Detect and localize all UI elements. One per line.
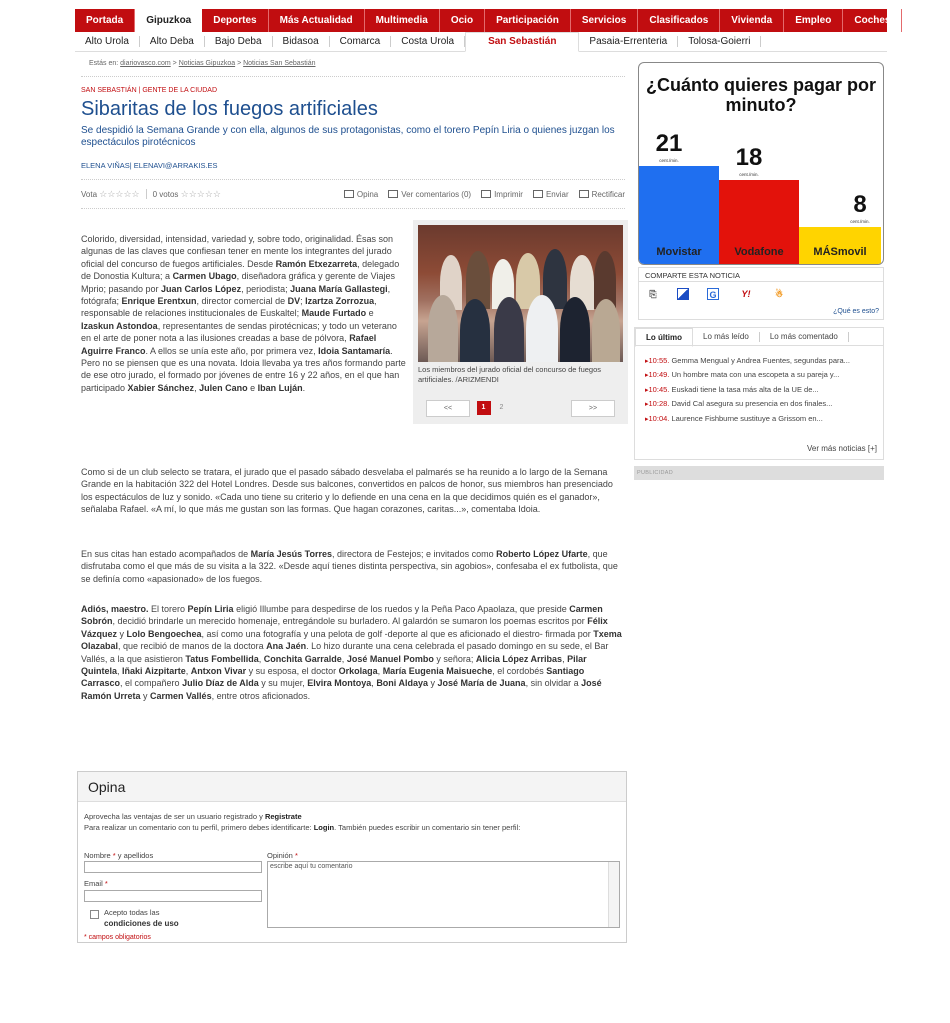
article-lead: Se despidió la Semana Grande y con ella, algunos de sus protagonistas, como el torero Pepín Liria o quienes juzgan los espectáculos pirotécnicos — [81, 125, 615, 148]
article-paragraph: Como si de un club selecto se tratara, el jurado que el pasado sábado desvelaba el palmarés se ha reunido a lo largo de la Semana Grande en la habitación 322 del Hotel Londres. Desde sus balcones, convertidos en palcos de honor, sus miembros han presenciado los espectáculos de luz y sonido. «Cada uno tiene su criterio y lo defiende en una cena en la que decidimos quién es el ganador», señalaba Rafael. «A mí, lo que más me gustan son las formas. Que hagan corazones, caritas...», comentaba Idoia. — [81, 467, 613, 515]
photo-caption: Los miembros del jurado oficial del concurso de fuegos artificiales. /ARIZMENDI — [418, 365, 602, 384]
nav-item-9[interactable]: Vivienda — [720, 9, 784, 32]
comment-form — [77, 771, 627, 943]
rating-stars: ☆☆☆☆☆ — [180, 188, 221, 199]
email-input[interactable] — [84, 890, 262, 902]
rectify-button[interactable]: Rectificar — [579, 190, 625, 199]
delicious-icon[interactable] — [677, 288, 689, 300]
article-title: Sibaritas de los fuegos artificiales — [81, 98, 378, 120]
pencil-icon — [579, 190, 589, 198]
breadcrumb-link-home[interactable]: diariovasco.com — [120, 60, 171, 67]
breadcrumb-link-sansebastian[interactable]: Noticias San Sebastián — [243, 60, 316, 67]
breadcrumb-prefix: Estás en: — [89, 60, 119, 67]
subnav-item-6[interactable]: San Sebastián — [465, 32, 579, 52]
register-link[interactable]: Registrate — [264, 812, 302, 821]
ad-title: ¿Cuánto quieres pagar por minuto? — [645, 75, 877, 115]
news-headline: Gemma Mengual y Andrea Fuentes, segundas para... — [671, 356, 850, 365]
terms-link[interactable]: condiciones de uso — [104, 919, 179, 928]
news-time: 10:28. — [648, 399, 670, 409]
opina-button[interactable]: Opina — [344, 190, 378, 199]
ad-bar — [799, 227, 881, 264]
subnav-item-3[interactable]: Bidasoa — [273, 36, 330, 47]
divider — [81, 76, 625, 77]
login-link[interactable]: Login — [313, 823, 335, 832]
ad-unit: cent./min. — [850, 219, 870, 224]
news-item[interactable] — [645, 383, 875, 397]
subnav-item-7[interactable]: Pasaia-Errenteria — [579, 36, 678, 47]
terms-label: Acepto todas las — [104, 908, 160, 917]
news-headline: Euskadi tiene la tasa más alta de la UE de... — [671, 384, 819, 394]
nav-item-6[interactable]: Participación — [485, 9, 571, 32]
sub-nav — [75, 32, 887, 52]
ad-bar — [719, 180, 799, 264]
comment-icon — [344, 190, 354, 198]
article-author: ELENA VIÑAS| ELENAVI@ARRAKIS.ES — [81, 161, 218, 170]
article-paragraph: Colorido, diversidad, intensidad, variedad y, sobre todo, originalidad. Ésas son algunas de las claves que confiesan tener en mente los integrantes del jurado oficial del concurso de fuegos artificiales. Desde Ramón Etxezarreta, delegado de Donostia Kultura; a Carmen Ubago, diseñadora gráfica y gerente de Viajes Mprio; pasando por Juan Carlos López, periodista; Juana María Gallastegi, fotógrafa; Enrique Erentxun, director comercial de DV; Izartza Zorrozua, responsable de relaciones institucionales de Euskaltel; Maude Furtado e Izaskun Astondoa, representantes de sendas pirotécnicas; y todo un veterano en el arte de poner nota a las ilusiones creadas a base de pólvora, Rafael Aguirre Franco. A ellos se unía este año, por primera vez, Idoia Santamaría. Pero no se piensen que es una novata. Idoia llevaba ya tres años formando parte de ese otro jurado, el formado por jóvenes de entre 16 y 22 años, en el que han participado Xabier Sánchez, Julen Cano e Iban Luján. — [81, 234, 406, 393]
photo-pager — [418, 397, 623, 419]
ad-price: 18 — [735, 144, 763, 171]
news-time: 10:45. — [648, 384, 670, 394]
print-button[interactable]: Imprimir — [481, 190, 523, 199]
subnav-item-1[interactable]: Alto Deba — [140, 36, 205, 47]
scrollbar[interactable] — [608, 862, 619, 927]
breadcrumb: Estás en: diariovasco.com > Noticias Gipuzkoa > Noticias San Sebastián — [89, 60, 316, 67]
comments-icon — [388, 190, 398, 198]
main-nav — [75, 9, 891, 32]
register-text: Aprovecha las ventajas de ser un usuario registrado y Registrate — [84, 812, 302, 821]
divider — [146, 189, 147, 199]
breadcrumb-link-gipuzkoa[interactable]: Noticias Gipuzkoa — [178, 60, 236, 67]
ad-bar — [639, 166, 719, 264]
tab-most-commented[interactable]: Lo más comentado — [760, 332, 849, 342]
subnav-item-8[interactable]: Tolosa-Goierri — [678, 36, 761, 47]
more-news-link[interactable]: Ver más noticias [+] — [806, 444, 877, 453]
votes-count: 0 votos — [152, 189, 179, 199]
ad-brand: Movistar — [656, 246, 702, 258]
vote-label: Vota — [81, 189, 98, 199]
top-strip — [75, 0, 887, 9]
news-time: 10:04. — [648, 413, 670, 423]
section-label: SAN SEBASTIÁN | GENTE DE LA CIUDAD — [81, 87, 218, 94]
opinion-placeholder: escribe aquí tu comentario — [270, 863, 353, 870]
envelope-icon — [533, 190, 543, 198]
subnav-item-5[interactable]: Costa Urola — [391, 36, 465, 47]
nav-item-4[interactable]: Multimedia — [365, 9, 440, 32]
ad-price: 8 — [853, 191, 867, 218]
ad-unit: cent./min. — [659, 158, 679, 163]
news-item[interactable] — [645, 412, 875, 426]
send-button[interactable]: Enviar — [533, 190, 569, 199]
news-item[interactable] — [645, 397, 875, 411]
nav-item-7[interactable]: Servicios — [571, 9, 638, 32]
news-time: 10:55. — [648, 356, 670, 365]
nav-item-8[interactable]: Clasificados — [638, 9, 720, 32]
news-item[interactable] — [645, 368, 875, 382]
nav-item-3[interactable]: Más Actualidad — [269, 9, 365, 32]
nav-item-5[interactable]: Ocio — [440, 9, 485, 32]
nav-item-1[interactable]: Gipuzkoa — [135, 9, 202, 32]
news-item[interactable] — [645, 354, 875, 368]
photo-gallery — [413, 220, 628, 424]
nav-item-10[interactable]: Empleo — [784, 9, 843, 32]
ad-unit: cent./min. — [739, 172, 759, 177]
ad-label: PUBLICIDAD — [634, 466, 884, 480]
opinion-textarea[interactable] — [267, 861, 620, 928]
google-icon[interactable]: G — [707, 288, 719, 300]
name-label: Nombre * y apellidos — [84, 851, 154, 860]
comment-form-title: Opina — [78, 772, 626, 802]
login-text: Para realizar un comentario con tu perfil, primero debes identificarte: Login. También puedes escribir un comentario sin tener perfil: — [84, 823, 521, 832]
article-toolbar — [81, 179, 625, 209]
share-title: COMPARTE ESTA NOTICIA — [639, 268, 883, 282]
subnav-item-2[interactable]: Bajo Deba — [205, 36, 273, 47]
ad-banner[interactable] — [638, 62, 884, 265]
name-input[interactable] — [84, 861, 262, 873]
page-number[interactable]: 2 — [499, 404, 504, 411]
nav-item-11[interactable]: Coches — [843, 9, 902, 32]
article-paragraph: En sus citas han estado acompañados de María Jesús Torres, directora de Festejos; e invitados como Roberto López Ufarte, que disfrutaba como el que más de su visita a la 322. «Desde aquí tienes distinta perspectiva, sin agobios», confesaba el ex futbolista, que se definía como «apasionado» de los fuegos. — [81, 549, 618, 584]
prev-photo-button[interactable]: << — [426, 400, 470, 417]
ad-brand: Vodafone — [734, 246, 784, 258]
view-comments-button[interactable]: Ver comentarios (0) — [388, 190, 471, 199]
page — [75, 0, 891, 943]
digg-icon[interactable]: ☃ — [774, 289, 784, 299]
tab-latest[interactable]: Lo último — [635, 328, 693, 347]
printer-icon — [481, 190, 491, 198]
subnav-item-4[interactable]: Comarca — [330, 36, 392, 47]
subnav-item-0[interactable]: Alto Urola — [75, 36, 140, 47]
page-number[interactable]: 1 — [477, 401, 491, 415]
vote-stars[interactable]: ☆☆☆☆☆ — [99, 188, 140, 199]
news-time: 10:49. — [648, 370, 670, 380]
news-headline: Un hombre mata con una escopeta a su pareja y... — [671, 370, 840, 380]
terms-checkbox[interactable] — [90, 910, 99, 919]
news-headline: David Cal asegura su presencia en dos finales... — [671, 399, 833, 409]
yahoo-icon[interactable]: Y! — [741, 289, 751, 299]
ad-price: 21 — [655, 130, 683, 157]
required-note: * campos obligatorios — [84, 934, 151, 941]
email-label: Email * — [84, 879, 108, 888]
latest-news-box — [634, 327, 884, 460]
next-photo-button[interactable]: >> — [571, 400, 615, 417]
meneame-icon[interactable]: ⎘ — [649, 289, 657, 299]
share-help-link[interactable]: ¿Qué es esto? — [833, 308, 879, 315]
article-paragraph: Adiós, maestro. El torero Pepín Liria eligió Illumbe para despedirse de los ruedos y la Peña Paco Apaolaza, que preside Carmen Sobrón, decidió brindarle un merecido homenaje, entregándole su burladero. Al galardón se sumaron los poemas escritos por Félix Vázquez y Lolo Bengoechea, así como una fotografía y una pelota de golf -deporte al que es aficionado el diestro- firmada por Txema Olazabal, que recibió de manos de la doctora Ana Jaén. Lo hizo durante una cena celebrada el pasado domingo en su sede, el Bar Vallés, a la que asistieron Tatus Fombellida, Conchita Garralde, José Manuel Pombo y señora; Alicia López Arribas, Pilar Quintela, Iñaki Aizpitarte, Antxon Vivar y su esposa, el doctor Orkolaga, María Eugenia Maisueche, el cordobés Santiago Carrasco, el compañero Julio Díaz de Alda y su mujer, Elvira Montoya, Boni Aldaya y José María de Juana, sin olvidar a José Ramón Urreta y Carmen Vallés, entre otros aficionados. — [81, 604, 622, 701]
share-box — [638, 267, 884, 320]
news-list — [635, 346, 883, 426]
ad-brand: MÁSmovil — [813, 246, 867, 258]
tab-most-read[interactable]: Lo más leído — [693, 332, 760, 342]
opinion-label: Opinión * — [267, 851, 298, 860]
article-photo[interactable] — [418, 225, 623, 362]
news-headline: Laurence Fishburne sustituye a Grissom en... — [671, 413, 823, 423]
nav-item-2[interactable]: Deportes — [202, 9, 268, 32]
nav-item-0[interactable]: Portada — [75, 9, 135, 32]
